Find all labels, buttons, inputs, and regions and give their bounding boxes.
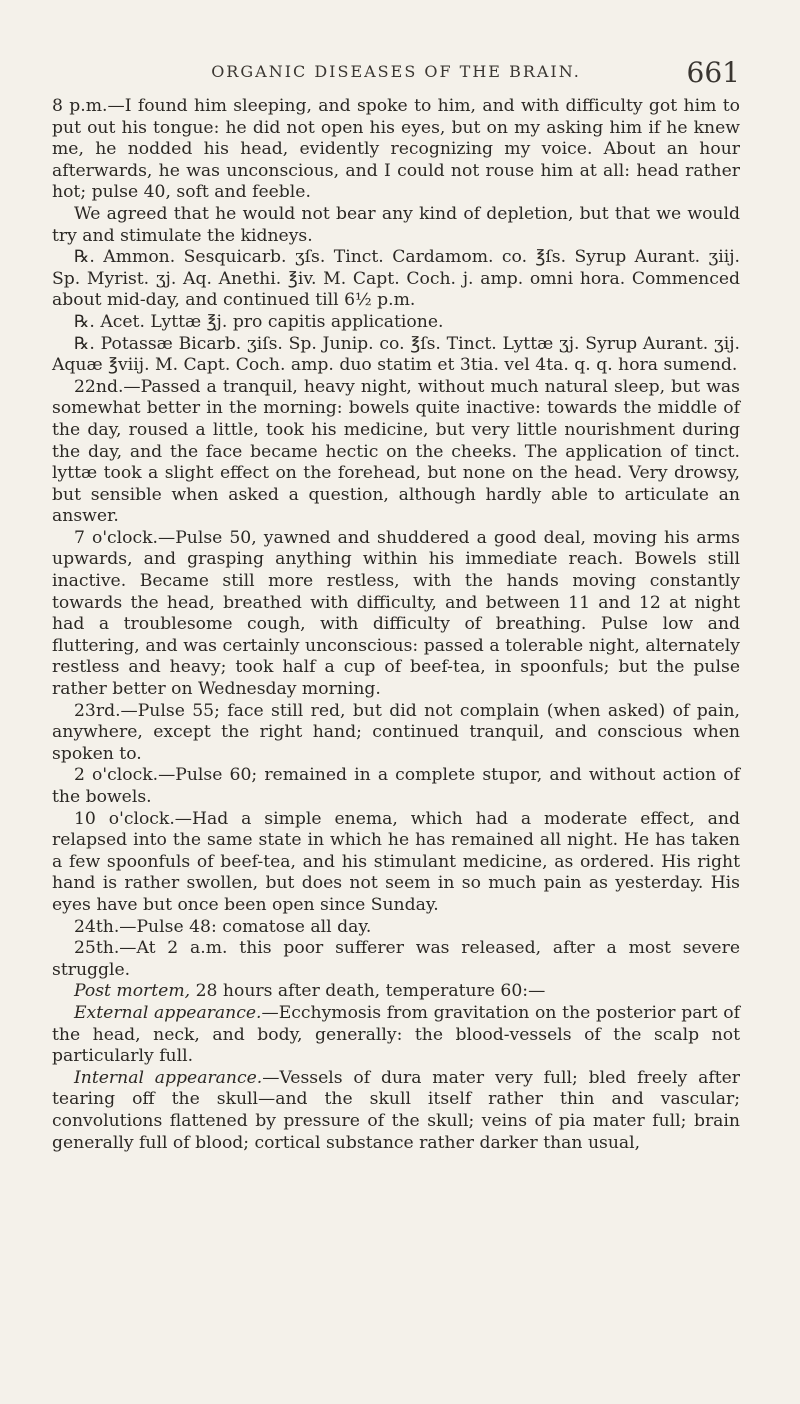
italic-lead: Post mortem,	[74, 981, 191, 1002]
paragraph: 24th.—Pulse 48: comatose all day.	[74, 916, 372, 937]
paragraph: Post mortem, 28 hours after death, temperature 60:—	[74, 981, 546, 1002]
paragraph: 22nd.—Passed a tranquil, heavy night, without much natural sleep, but was somewhat better in the morning: bowels quite inactive: towards the middle of the day, roused a little, took his medicine, but very little nourishment during the day, and the face became hectic on the cheeks. The application of tinct. lyttæ took a slight effect on the forehead, but none on the head. Very drowsy, but sensible when asked a question, although hardly able to articulate an answer.	[52, 376, 740, 527]
paragraph: Internal appearance.—Vessels of dura mater very full; bled freely after tearing off the skull—and the skull itself rather thin and vascular; convolutions flattened by pressure of the skull; veins of pia mater full; brain generally full of blood; cortical substance rather darker than usual,	[52, 1067, 740, 1153]
prescription: ℞. Acet. Lyttæ ℥j. pro capitis applicatione.	[74, 311, 444, 332]
paragraph: We agreed that he would not bear any kind of depletion, but that we would try and stimulate the kidneys.	[52, 203, 740, 246]
prescription: ℞. Potassæ Bicarb. ʒiſs. Sp. Junip. co. ℥ſs. Tinct. Lyttæ ʒj. Syrup Aurant. ʒij. Aquæ ℥viij. M. Capt. Coch. amp. duo statim et 3tia. vel 4ta. q. q. hora sumend.	[52, 333, 740, 376]
page-number: 661	[686, 56, 740, 89]
paragraph: 25th.—At 2 a.m. this poor sufferer was released, after a most severe struggle.	[52, 938, 740, 980]
italic-lead: Internal appearance.	[74, 1067, 263, 1088]
paragraph: 10 o'clock.—Had a simple enema, which had a moderate effect, and relapsed into the same state in which he has remained all night. He has taken a few spoonfuls of beef-tea, and his stimulant medicine, as ordered. His right hand is rather swollen, but does not seem in so much pain as yesterday. His eyes have but once been open since Sunday.	[52, 808, 740, 915]
italic-lead: External appearance.	[74, 1002, 262, 1023]
paragraph: External appearance.—Ecchymosis from gravitation on the posterior part of the head, neck, and body, generally: the blood-vessels of the scalp not particularly full.	[52, 1002, 740, 1067]
running-title: ORGANIC DISEASES OF THE BRAIN.	[211, 62, 581, 81]
paragraph: 8 p.m.—I found him sleeping, and spoke to him, and with difficulty got him to put out his tongue: he did not open his eyes, but on my asking him if he knew me, he nodded his head, evidently recognizing my voice. About an hour afterwards, he was unconscious, and I could not rouse him at all: head rather hot; pulse 40, soft and feeble.	[52, 96, 740, 203]
running-head	[52, 56, 740, 96]
body-text	[52, 96, 740, 1154]
paragraph: 23rd.—Pulse 55; face still red, but did not complain (when asked) of pain, anywhere, except the right hand; continued tranquil, and conscious when spoken to.	[52, 700, 740, 764]
paragraph: 7 o'clock.—Pulse 50, yawned and shuddered a good deal, moving his arms upwards, and grasping anything within his immediate reach. Bowels still inactive. Became still more restless, with the hands moving constantly towards the head, breathed with difficulty, and between 11 and 12 at night had a troublesome cough, with difficulty of breathing. Pulse low and fluttering, and was certainly unconscious: passed a tolerable night, alternately restless and heavy; took half a cup of beef-tea, in spoonfuls; but the pulse rather better on Wednesday morning.	[52, 527, 740, 700]
paragraph: 2 o'clock.—Pulse 60; remained in a complete stupor, and without action of the bowels.	[52, 765, 740, 807]
prescription: ℞. Ammon. Sesquicarb. ʒſs. Tinct. Cardamom. co. ℥ſs. Syrup Aurant. ʒiij. Sp. Myrist. ʒj. Aq. Anethi. ℥iv. M. Capt. Coch. j. amp. omni hora. Commenced about mid-day, and continued till 6½ p.m.	[52, 247, 740, 311]
